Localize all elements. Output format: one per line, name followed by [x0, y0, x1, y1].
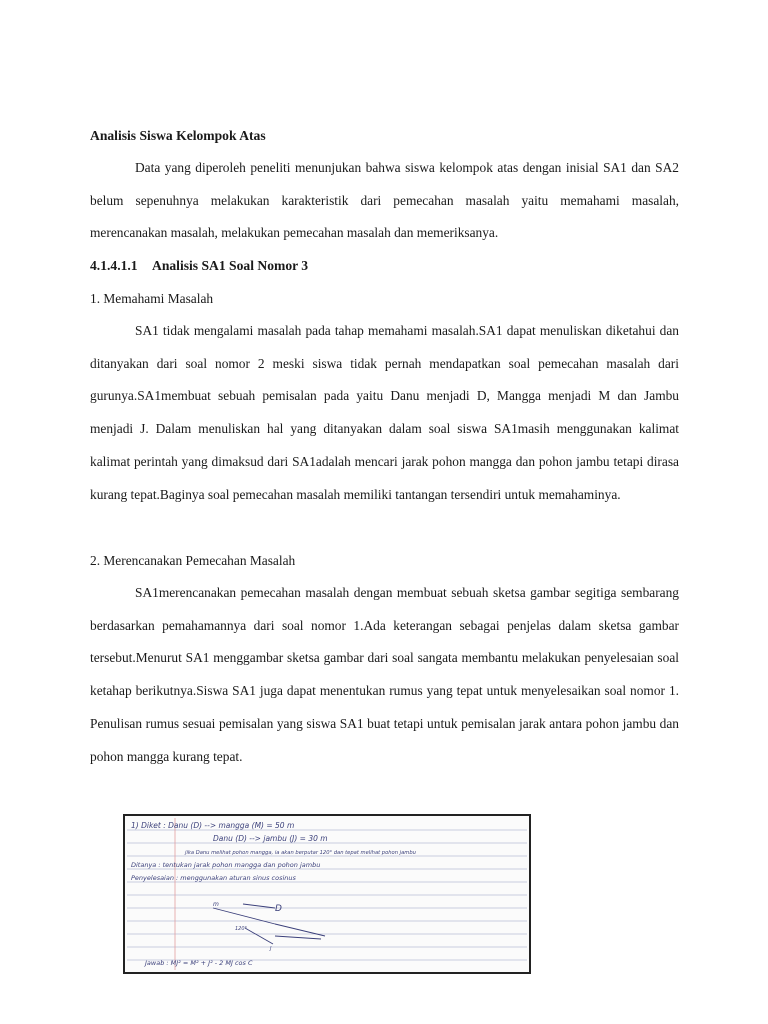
- sketch-label-j: J: [270, 946, 272, 952]
- hw-line-jika: jika Danu melihat pohon mangga, ia akan berputar 120° dan tepat melihat pohon jambu: [185, 850, 416, 856]
- section-heading: Analisis Siswa Kelompok Atas: [90, 128, 266, 143]
- hw-line-ditanya: Ditanya : tentukan jarak pohon mangga dan pohon jambu: [131, 861, 321, 869]
- hw-line-jawab: Jawab : MJ² = M² + J² - 2 MJ cos C: [145, 959, 253, 967]
- item-label-memahami: 1. Memahami Masalah: [90, 291, 214, 306]
- subsection-number: 4.1.4.1.1: [90, 258, 138, 273]
- intro-paragraph: Data yang diperoleh peneliti menunjukan bahwa siswa kelompok atas dengan inisial SA1 dan SA2 belum sepenuhnya melakukan karakteristik dari pemecahan masalah yaitu memahami masalah, merencanakan masalah, melakukan pemecahan masalah dan memeriksanya.: [90, 160, 679, 241]
- triangle-sketch: [213, 904, 325, 944]
- hw-line-diket: 1) Diket : Danu (D) --> mangga (M) = 50 m: [131, 821, 295, 830]
- item-label-merencanakan: 2. Merencanakan Pemecahan Masalah: [90, 553, 296, 568]
- sketch-label-angle: 120°: [235, 926, 248, 932]
- sketch-label-m: m: [213, 901, 219, 908]
- item-paragraph-memahami: SA1 tidak mengalami masalah pada tahap memahami masalah.SA1 dapat menuliskan diketahui dan ditanyakan dari soal nomor 2 meski siswa tidak pernah mendapatkan soal pemecahan masalah dari gurunya.SA1membuat sebuah pemisalan pada yaitu Danu menjadi D, Mangga menjadi M dan Jambu menjadi J. Dalam menuliskan hal yang ditanyakan dalam soal siswa SA1masih menggunakan kalimat kalimat perintah yang dimaksud dari SA1adalah mencari jarak pohon mangga dan pohon jambu tetapi dirasa kurang tepat.Baginya soal pemecahan masalah memiliki tantangan tersendiri untuk memahaminya.: [90, 323, 679, 502]
- sketch-label-d: D: [275, 904, 282, 914]
- subsection-heading: [90, 258, 308, 274]
- notebook-scan: [125, 816, 529, 972]
- subsection-title: Analisis SA1 Soal Nomor 3: [152, 258, 309, 273]
- document-page: [90, 0, 679, 1024]
- hw-line-penyelesaian: Penyelesaian : menggunakan aturan sinus cosinus: [131, 874, 296, 882]
- student-handwriting-figure: [123, 814, 531, 974]
- item-paragraph-merencanakan: SA1merencanakan pemecahan masalah dengan membuat sebuah sketsa gambar segitiga sembarang berdasarkan pemahamannya dari soal nomor 1.Ada keterangan sebagai penjelas dalam sketsa gambar tersebut.Menurut SA1 menggambar sketsa gambar dari soal sangata membantu melakukan penyelesaian soal ketahap berikutnya.Siswa SA1 juga dapat menentukan rumus yang tepat untuk menyelesaikan soal nomor 1. Penulisan rumus sesuai pemisalan yang siswa SA1 buat tetapi untuk pemisalan jarak antara pohon jambu dan pohon mangga kurang tepat.: [90, 585, 679, 764]
- hw-line-danu-jambu: Danu (D) --> jambu (J) = 30 m: [213, 834, 328, 843]
